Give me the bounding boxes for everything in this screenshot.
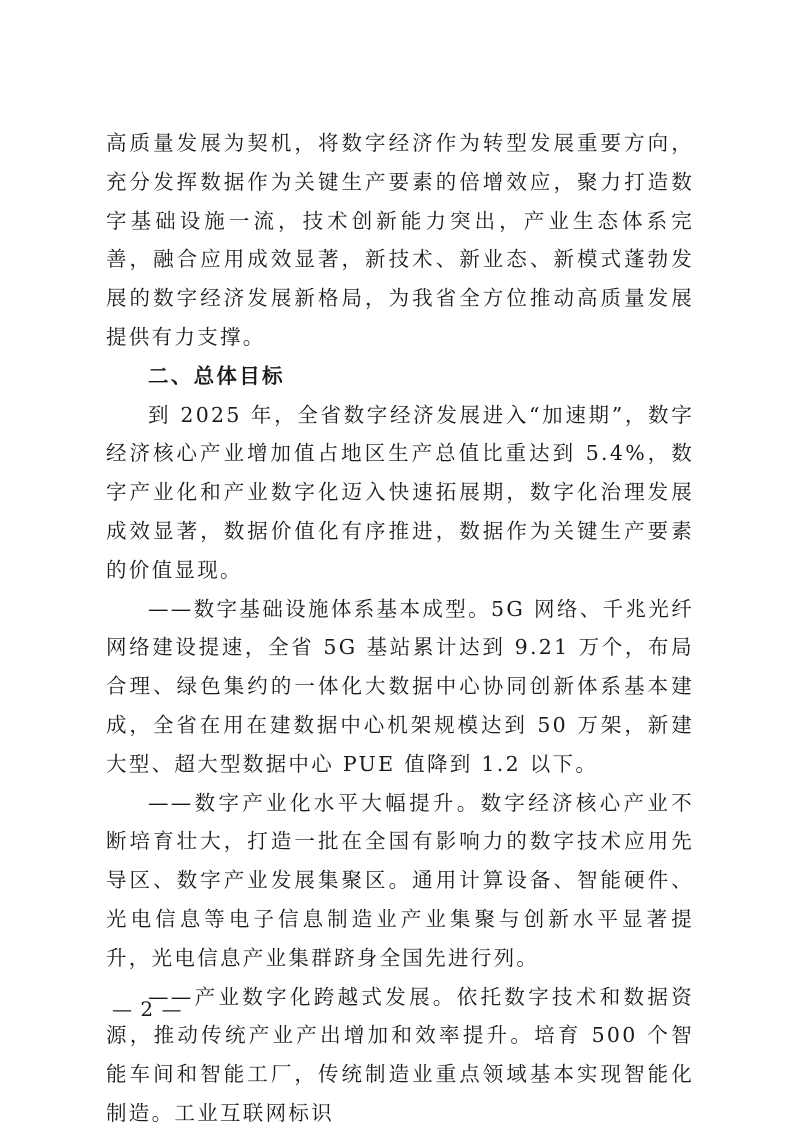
paragraph-digital-industrialization: ——数字产业化水平大幅提升。数字经济核心产业不断培育壮大，打造一批在全国有影响力的数字技术应用先导区、数字产业发展集聚区。通用计算设备、智能硬件、光电信息等电子信息制造业产业集聚与创新水平显著提升，光电信息产业集群跻身全国先进行列。 [106,790,694,970]
section-heading-overall-goals: 二、总体目标 [148,363,285,388]
document-body [106,124,694,1133]
paragraph-goal-2025: 到 2025 年，全省数字经济发展进入“加速期”，数字经济核心产业增加值占地区生产总值比重达到 5.4%，数字产业化和产业数字化迈入快速拓展期，数字化治理发展成效显著，数据价值化有序推进，数据作为关键生产要素的价值显现。 [106,402,694,582]
page-number: — 2 — [112,997,183,1021]
paragraph-intro-continuation: 高质量发展为契机，将数字经济作为转型发展重要方向，充分发挥数据作为关键生产要素的倍增效应，聚力打造数字基础设施一流，技术创新能力突出，产业生态体系完善，融合应用成效显著，新技术、新业态、新模式蓬勃发展的数字经济发展新格局，为我省全方位推动高质量发展提供有力支撑。 [106,131,694,349]
paragraph-digital-infrastructure: ——数字基础设施体系基本成型。5G 网络、千兆光纤网络建设提速，全省 5G 基站累计达到 9.21 万个，布局合理、绿色集约的一体化大数据中心协同创新体系基本建成，全省在用在建数据中心机架规模达到 50 万架，新建大型、超大型数据中心 PUE 值降到 1.2 以下。 [106,596,694,776]
paragraph-industrial-digitalization: ——产业数字化跨越式发展。依托数字技术和数据资源，推动传统产业产出增加和效率提升。培育 500 个智能车间和智能工厂，传统制造业重点领域基本实现智能化制造。工业互联网标识 [106,984,694,1125]
